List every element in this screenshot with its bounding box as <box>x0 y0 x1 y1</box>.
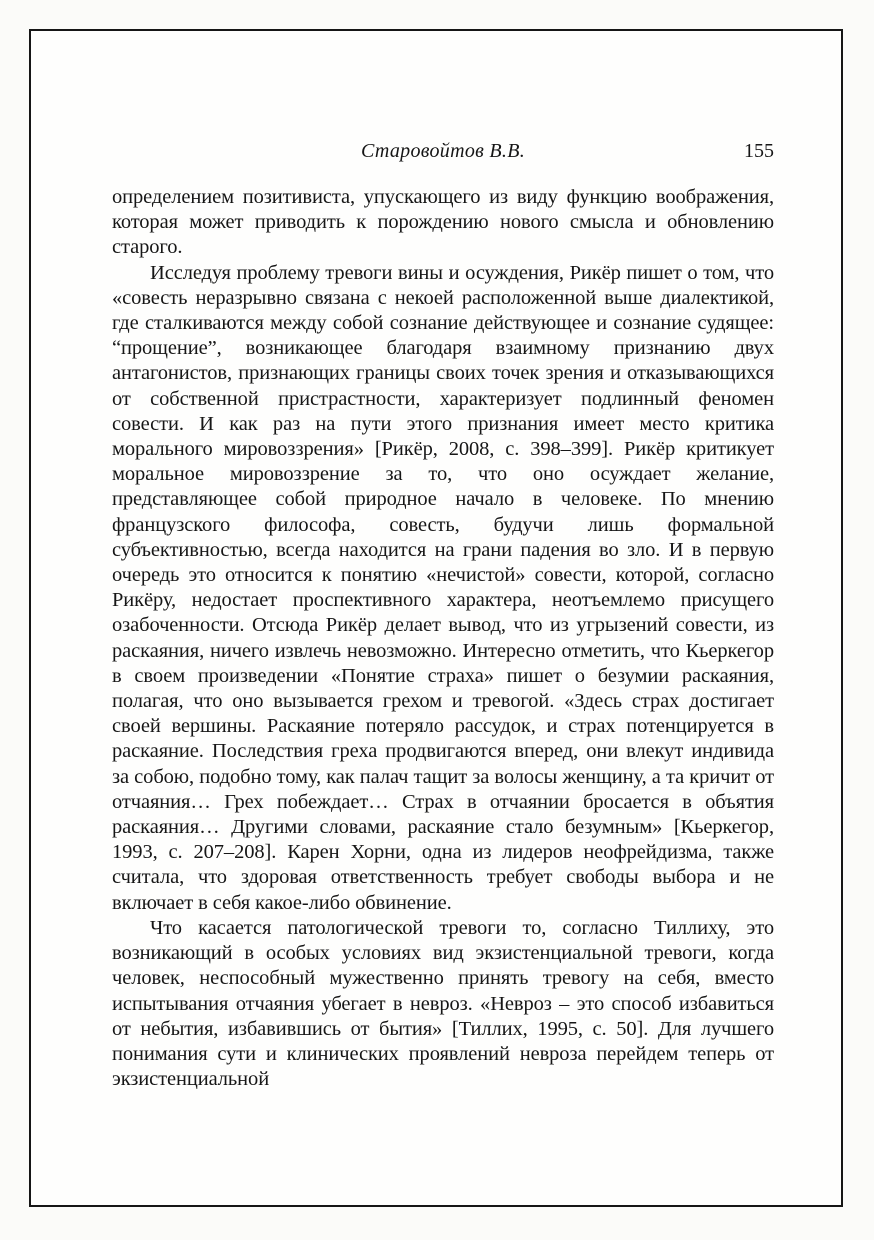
scanned-page-content <box>112 140 774 1092</box>
page-number: 155 <box>744 140 774 162</box>
paragraph: Исследуя проблему тревоги вины и осуждения, Рикёр пишет о том, что «совесть неразрывно связана с некоей расположенной выше диалектикой, где сталкиваются между собой сознание действующее и сознание судящее: “прощение”, возникающее благодаря взаимному признанию двух антагонистов, признающих границы своих точек зрения и отказывающихся от собственной пристрастности, характеризует подлинный феномен совести. И как раз на пути этого признания имеет место критика морального мировоззрения» [Рикёр, 2008, с. 398–399]. Рикёр критикует моральное мировоззрение за то, что оно осуждает желание, представляющее собой природное начало в человеке. По мнению французского философа, совесть, будучи лишь формальной субъективностью, всегда находится на грани падения во зло. И в первую очередь это относится к понятию «нечистой» совести, которой, согласно Рикёру, недостает проспективного характера, неотъемлемо присущего озабоченности. Отсюда Рикёр делает вывод, что из угрызений совести, из раскаяния, ничего извлечь невозможно. Интересно отметить, что Кьеркегор в своем произведении «Понятие страха» пишет о безумии раскаяния, полагая, что оно вызывается грехом и тревогой. «Здесь страх достигает своей вершины. Раскаяние потеряло рассудок, и страх потенцируется в раскаяние. Последствия греха продвигаются вперед, они влекут индивида за собою, подобно тому, как палач тащит за волосы женщину, а та кричит от отчаяния… Грех побеждает… Страх в отчаянии бросается в объятия раскаяния… Другими словами, раскаяние стало безумным» [Кьеркегор, 1993, с. 207–208]. Карен Хорни, одна из лидеров неофрейдизма, также считала, что здоровая ответственность требует свободы выбора и не включает в себя какое-либо обвинение. <box>112 261 774 914</box>
running-head-author: Старовойтов В.В. <box>360 140 526 162</box>
paragraph: Что касается патологической тревоги то, согласно Тиллиху, это возникающий в особых условиях вид экзистенциальной тревоги, когда человек, неспособный мужественно принять тревогу на себя, вместо испытывания отчаяния убегает в невроз. «Невроз – это способ избавиться от небытия, избавившись от бытия» [Тиллих, 1995, с. 50]. Для лучшего понимания сути и клинических проявлений невроза перейдем теперь от экзистенциальной <box>112 916 774 1091</box>
running-head <box>112 140 774 166</box>
page-body <box>112 185 774 1092</box>
paragraph-continuation: определением позитивиста, упускающего из виду функцию воображения, которая может приводить к порождению нового смысла и обновлению старого. <box>112 186 774 259</box>
